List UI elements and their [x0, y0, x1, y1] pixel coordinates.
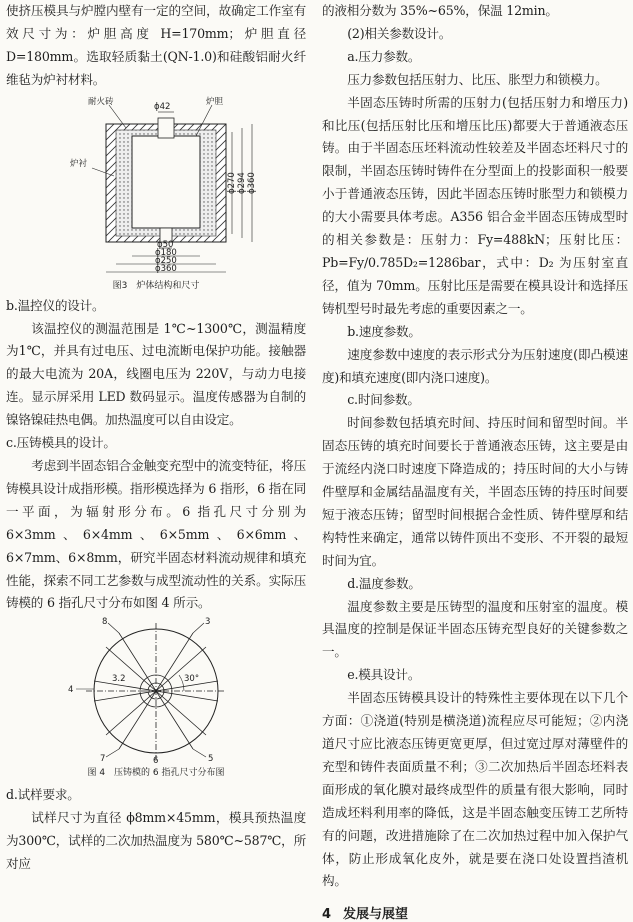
dim-top-42: ϕ42: [154, 101, 171, 112]
left-column: [6, 0, 306, 876]
top-opening: [158, 118, 174, 138]
section-number: 4: [322, 907, 332, 922]
finger-label-8: 8: [102, 617, 108, 628]
right-paragraph-d: 温度参数主要是压铸型的温度和压射室的温度。模具温度的控制是保证半固态压铸充型良好的关键参数之一。: [322, 598, 628, 660]
figure-4-caption: 图 4 压铸模的 6 指孔尺寸分布图: [87, 768, 225, 779]
left-heading-c: c.压铸模具的设计。: [6, 435, 116, 451]
label-fire-brick: 耐火砖: [88, 96, 114, 107]
label-furnace-liner: 炉胆: [206, 96, 224, 107]
furnace-structure-diagram: [6, 96, 306, 284]
furnace-chamber: [132, 136, 200, 228]
right-heading-params: (2)相关参数设计。: [347, 25, 452, 41]
finger-label-5: 5: [208, 754, 214, 764]
radius-label: 3.2: [112, 674, 126, 685]
dim-180: ϕ180: [155, 247, 177, 258]
section-4-heading: [322, 903, 628, 922]
left-paragraph-d: 试样尺寸为直径 ϕ8mm×45mm，模具预热温度为300℃，试样的二次加热温度为 580℃~587℃，所对应: [6, 810, 306, 872]
right-column: [322, 0, 628, 922]
right-paragraph-a2: 半固态压铸时所需的压射力(包括压射力和增压力)和比压(包括压射比压和增压比压)都要大于普通液态压铸。由于半固态压坯料流动性较差及半固态坯料尺寸的限制，半固态压铸时铸件在分型面上的投影面积一般要小于普通液态压铸，因此半固态压铸时胀型力和锁模力的大小需要具体考虑。A356 铝合金半固态压铸成型时的相关参数是：压射力：Fy=488kN；压射比压：Pb=Fy/0.785D₂=1286bar，式中：D₂ 为压射室直径，值为 70mm。压射比压是需要在模具设计和选择压铸机型号时最先考虑的重要因素之一。: [322, 94, 628, 316]
right-paragraph-c: 时间参数包括填充时间、持压时间和留型时间。半固态压铸的填充时间要长于普通液态压铸，这主要是由于流经内浇口时速度下降造成的；持压时间的大小与铸件壁厚和金属结晶温度有关，半固态压铸的持压时间要短于液态压铸；留型时间根据合金性质、铸件壁厚和结构特性来确定，通常以铸件顶出不变形、不开裂的最短时间为宜。: [322, 415, 628, 568]
section-title: 发展与展望: [343, 907, 409, 922]
right-paragraph-b: 速度参数中速度的表示形式分为压射速度(即凸模速度)和填充速度(即内浇口速度)。: [322, 346, 628, 385]
finger-label-4: 4: [68, 685, 74, 696]
right-heading-b: b.速度参数。: [347, 323, 421, 339]
dim-50: ϕ50: [157, 239, 174, 250]
left-paragraph-b: 该温控仪的测温范围是 1℃~1300℃，测温精度为1℃，并具有过电压、过电流断电保护功能。接触器的最大电流为 20A，线圈电压为 220V，与动力电接连。显示屏采用 LED 数码显示。温度传感器为自制的镍铬镍硅热电偶。加热温度可以自由设定。: [6, 320, 306, 428]
dim-vertical-294: ϕ294: [237, 171, 247, 194]
left-paragraph-c: 考虑到半固态铝合金触变充型中的流变特征，将压铸模具设计成指形模。指形模选择为 6 指形，6 指在同一平面，为辐射形分布。6 指孔尺寸分别为 6×3mm、6×4mm、6×5mm、6×6mm、6×7mm、6×8mm，研究半固态材料流动规律和填充性能，探索不同工艺参数与成型流动性的关系。实际压铸模的 6 指孔尺寸分布如图 4 所示。: [6, 457, 306, 611]
figure-3-caption: 图3 炉体结构和尺寸: [112, 280, 200, 291]
finger-label-6: 6: [153, 756, 159, 764]
right-heading-d: d.温度参数。: [347, 575, 421, 591]
left-heading-b: b.温控仪的设计。: [6, 297, 105, 313]
dim-vertical-360: ϕ360: [247, 171, 257, 194]
right-heading-c: c.时间参数。: [347, 392, 420, 408]
dim-360: ϕ360: [155, 263, 177, 274]
right-paragraph-continued: 的液相分数为 35%~65%，保温 12min。: [322, 3, 558, 18]
die-finger-hole-diagram: [6, 617, 306, 763]
finger-label-3: 3: [205, 617, 211, 628]
left-paragraph-intro: 使挤压模具与炉膛内壁有一定的空间，故确定工作室有效尺寸为：炉胆高度 H=170mm；炉胆直径 D=180mm。选取轻质黏土(QN-1.0)和硅酸铝耐火纤维毡为炉衬材料。: [6, 3, 306, 87]
dim-vertical-270: ϕ270: [227, 171, 237, 194]
dim-250: ϕ250: [155, 255, 177, 266]
right-heading-a: a.压力参数。: [347, 48, 421, 64]
figure-3: [6, 96, 306, 291]
figure-4: [6, 617, 306, 778]
left-heading-d: d.试样要求。: [6, 787, 80, 803]
angle-30-label: 30°: [184, 674, 200, 685]
right-heading-e: e.模具设计。: [347, 667, 421, 683]
label-furnace-lining: 炉衬: [70, 158, 88, 169]
right-paragraph-e: 半固态压铸模具设计的特殊性主要体现在以下几个方面：①浇道(特别是横浇道)流程应尽可能短；②内浇道尺寸应比液态压铸更宽更厚，但过宽过厚对薄壁件的充型和铸件表面质量不利；③二次加热后半固态坯料表面形成的氧化膜对最终成型件的质量有很大影响，同时造成坯料利用率的降低，这是半固态触变压铸工艺所特有的问题，改进措施除了在二次加热过程中加入保护气体，防止形成氧化皮外，就是要在浇口处设置挡渣机构。: [322, 690, 628, 889]
right-paragraph-a1: 压力参数包括压射力、比压、胀型力和锁模力。: [347, 71, 608, 87]
finger-label-7: 7: [100, 754, 106, 764]
